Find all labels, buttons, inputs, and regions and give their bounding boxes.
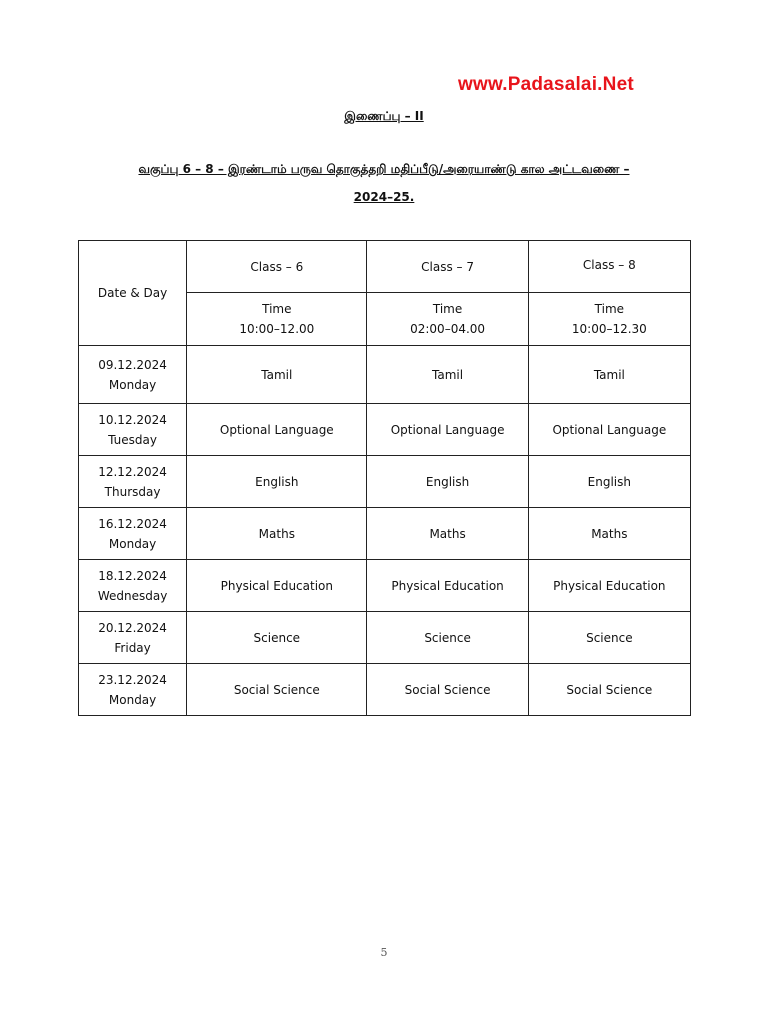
subject-cell: Physical Education: [367, 560, 528, 612]
table-row: [79, 560, 691, 612]
subject-cell: Tamil: [187, 346, 367, 404]
exam-timetable: [78, 240, 691, 716]
date-cell: 10.12.2024 Tuesday: [79, 404, 187, 456]
subject-cell: Social Science: [187, 664, 367, 716]
annex-title: இணைப்பு – II: [344, 109, 424, 123]
table-row: [79, 612, 691, 664]
subject-cell: Maths: [187, 508, 367, 560]
subject-cell: Optional Language: [187, 404, 367, 456]
subject-cell: Tamil: [367, 346, 528, 404]
date-cell: 18.12.2024 Wednesday: [79, 560, 187, 612]
subject-cell: Optional Language: [528, 404, 690, 456]
date-cell: 20.12.2024 Friday: [79, 612, 187, 664]
subject-cell: Physical Education: [528, 560, 690, 612]
table-row: [79, 404, 691, 456]
subject-cell: Social Science: [528, 664, 690, 716]
subject-cell: Optional Language: [367, 404, 528, 456]
subject-cell: Tamil: [528, 346, 690, 404]
date-cell: 23.12.2024 Monday: [79, 664, 187, 716]
class-8-time: Time 10:00–12.30: [528, 293, 690, 346]
subject-cell: Maths: [367, 508, 528, 560]
class-6-header: Class – 6: [187, 241, 367, 293]
date-cell: 12.12.2024 Thursday: [79, 456, 187, 508]
subject-cell: Maths: [528, 508, 690, 560]
table-row: [79, 508, 691, 560]
academic-year: 2024–25.: [353, 190, 415, 204]
subject-cell: Science: [367, 612, 528, 664]
subject-cell: Science: [528, 612, 690, 664]
subject-cell: English: [367, 456, 528, 508]
class-6-time: Time 10:00–12.00: [187, 293, 367, 346]
table-row: [79, 346, 691, 404]
subject-cell: English: [187, 456, 367, 508]
page-number: 5: [380, 946, 388, 959]
subject-cell: Physical Education: [187, 560, 367, 612]
class-7-time: Time 02:00–04.00: [367, 293, 528, 346]
date-cell: 09.12.2024 Monday: [79, 346, 187, 404]
table-row: [79, 664, 691, 716]
subject-cell: Social Science: [367, 664, 528, 716]
table-row: [79, 456, 691, 508]
date-day-header: Date & Day: [79, 241, 187, 346]
class-7-header: Class – 7: [367, 241, 528, 293]
subject-cell: Science: [187, 612, 367, 664]
class-8-header: Class – 8: [528, 241, 690, 293]
document-heading: வகுப்பு 6 – 8 – இரண்டாம் பருவ தொகுத்தறி மதிப்பீடு/அரையாண்டு கால அட்டவணை –: [138, 162, 630, 176]
subject-cell: English: [528, 456, 690, 508]
date-cell: 16.12.2024 Monday: [79, 508, 187, 560]
watermark-link[interactable]: www.Padasalai.Net: [458, 74, 634, 95]
